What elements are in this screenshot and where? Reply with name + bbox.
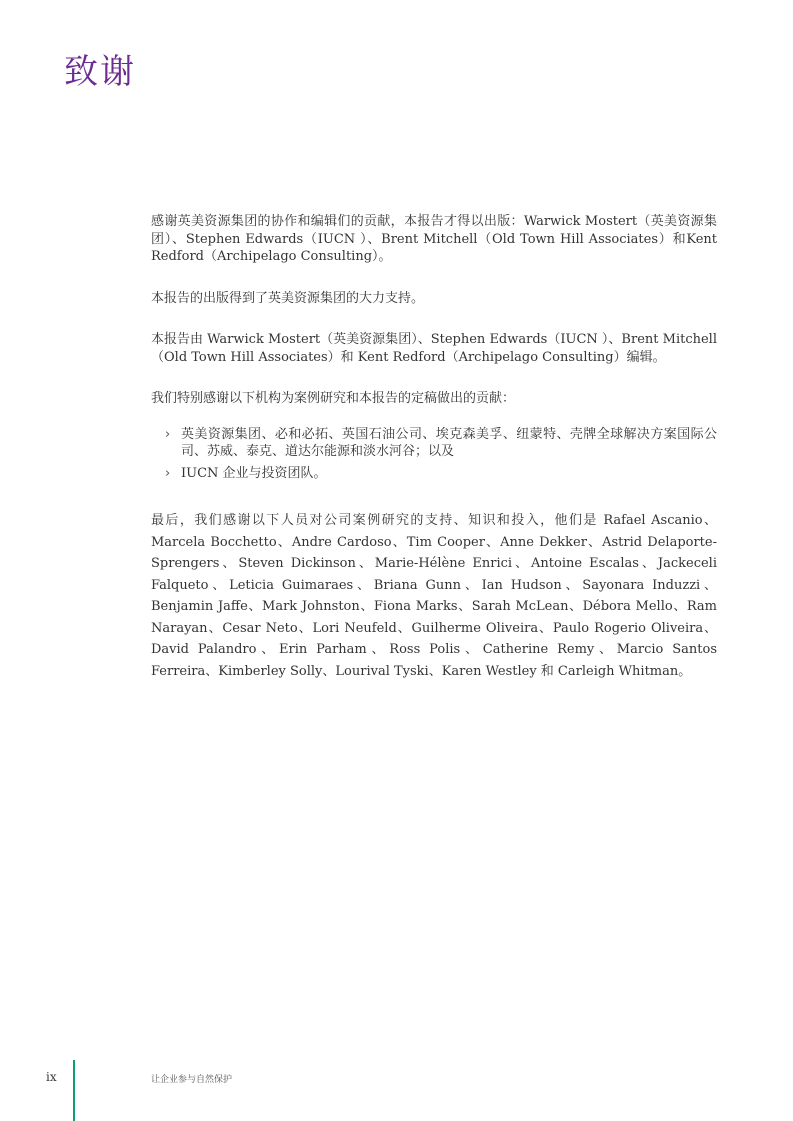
- acknowledgements-body: [151, 213, 717, 706]
- footer-publication-title: 让企业参与自然保护: [151, 1075, 233, 1085]
- list-item: [151, 426, 717, 461]
- paragraph-contributors: 最后，我们感谢以下人员对公司案例研究的支持、知识和投入，他们是 Rafael Ascanio、Marcela Bocchetto、Andre Cardoso、Tim Cooper、Anne Dekker、Astrid Delaporte-Sprengers、Steven Dickinson、Marie-Hélène Enrici、Antoine Escalas、Jackeceli Falqueto、Leticia Guimaraes、Briana Gunn、Ian Hudson、Sayonara Induzzi、Benjamin Jaffe、Mark Johnston、Fiona Marks、Sarah McLean、Débora Mello、Ram Narayan、Cesar Neto、Lori Neufeld、Guilherme Oliveira、Paulo Rogerio Oliveira、David Palandro、Erin Parham、Ross Polis、Catherine Remy、Marcio Santos Ferreira、Kimberley Solly、Lourival Tyski、Karen Westley 和 Carleigh Whitman。: [151, 513, 717, 679]
- list-item-text: 英美资源集团、必和必拓、英国石油公司、埃克森美孚、纽蒙特、壳牌全球解决方案国际公司、苏威、泰克、道达尔能源和淡水河谷；以及: [181, 426, 717, 459]
- page-title: 致谢: [64, 52, 136, 92]
- chevron-right-icon: ›: [165, 426, 171, 442]
- page-number: ix: [46, 1070, 57, 1084]
- list-item: [151, 465, 717, 483]
- paragraph-publication-support: 本报告的出版得到了英美资源集团的大力支持。: [151, 290, 425, 306]
- paragraph-editors-thanks: 感谢英美资源集团的协作和编辑们的贡献，本报告才得以出版：Warwick Mostert（英美资源集团）、Stephen Edwards（IUCN ）、Brent Mitchell（Old Town Hill Associates）和Kent Redford（Archipelago Consulting）。: [151, 214, 717, 264]
- list-item-text: IUCN 企业与投资团队。: [181, 465, 327, 481]
- footer-divider: [73, 1060, 75, 1121]
- paragraph-edited-by: 本报告由 Warwick Mostert（英美资源集团）、Stephen Edwards（IUCN ）、Brent Mitchell（Old Town Hill Associates）和 Kent Redford（Archipelago Consulting）编辑。: [151, 332, 717, 365]
- institutions-list: [151, 426, 717, 483]
- chevron-right-icon: ›: [165, 465, 171, 481]
- paragraph-institutions-intro: 我们特别感谢以下机构为案例研究和本报告的定稿做出的贡献：: [151, 391, 516, 406]
